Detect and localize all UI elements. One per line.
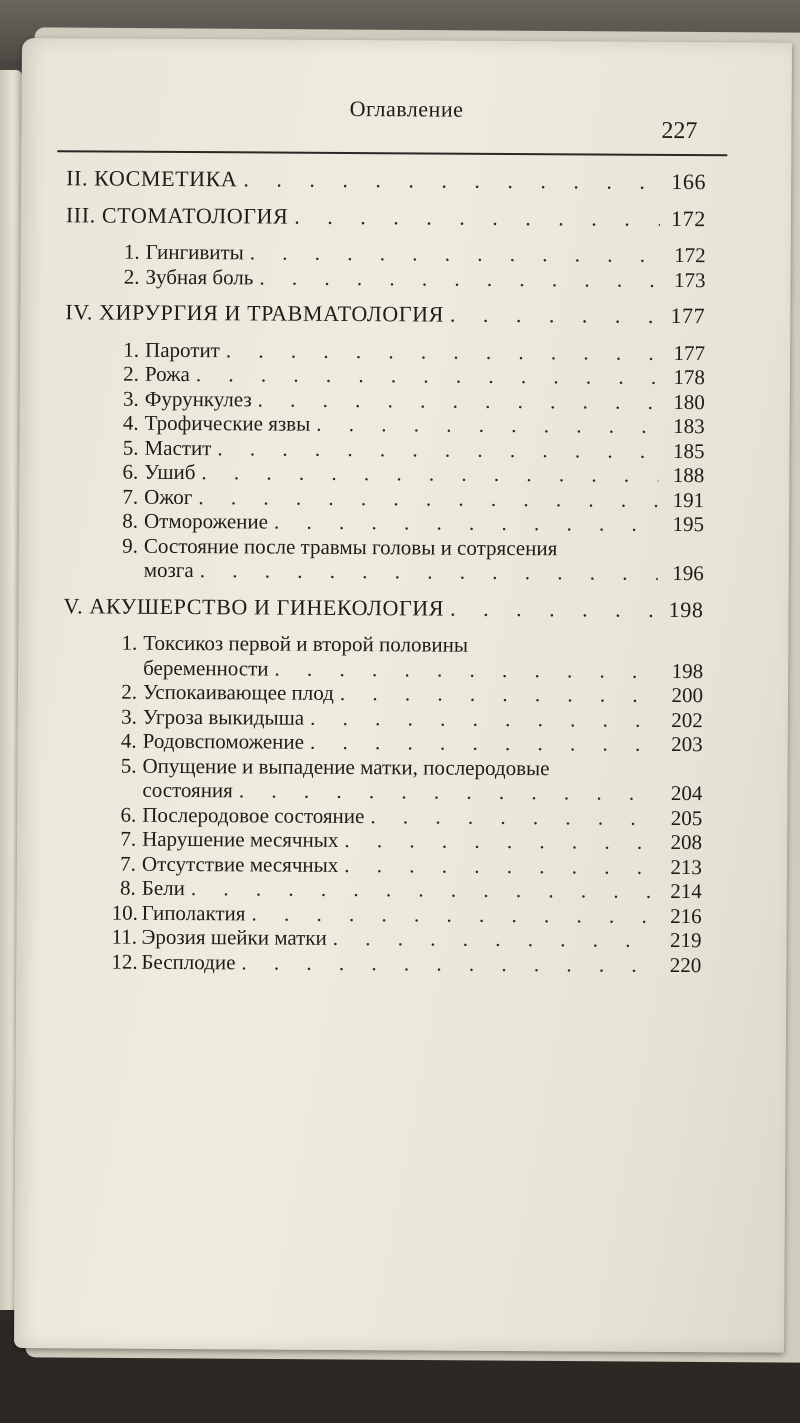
item-number: 3. [121,704,137,729]
toc-item [65,264,705,292]
item-number: 7. [120,826,137,851]
item-page: 203 [671,731,703,757]
section-title: II. КОСМЕТИКА [66,165,238,192]
leader-dots [198,485,658,512]
book-page [14,38,792,1353]
leader-dots [239,778,657,805]
item-number: 11. [111,924,138,949]
item-title: Ожог [144,484,193,509]
leader-dots [201,460,658,487]
item-number: 2. [123,264,140,289]
item-page: 205 [670,805,703,830]
section-title: IV. ХИРУРГИЯ И ТРАВМАТОЛОГИЯ [65,299,444,327]
section-title: III. СТОМАТОЛОГИЯ [65,201,289,229]
item-page: 178 [673,364,706,390]
toc-section [63,594,703,622]
item-title: Мастит [144,435,212,460]
toc-item [63,630,703,683]
item-title-continued: состояния [142,777,233,803]
leader-dots [344,852,656,878]
item-title: Эрозия шейки матки [141,924,327,950]
item-title: Зубная боль [145,264,254,289]
item-number: 5. [122,435,139,460]
section-page: 172 [671,205,706,231]
leader-dots [243,167,660,194]
item-page: 195 [672,511,705,537]
item-page: 202 [671,707,703,732]
leader-dots [370,804,656,830]
item-number: 10. [111,900,138,925]
item-number: 1. [123,337,140,362]
leader-dots [274,510,658,537]
item-page: 173 [673,267,706,292]
leader-dots [450,303,660,329]
item-page: 208 [670,829,703,855]
item-title: Бесплодие [141,949,236,974]
leader-dots [241,950,655,977]
leader-dots [333,926,656,952]
item-number: 3. [122,386,139,411]
item-page: 196 [672,560,704,586]
item-page: 220 [669,952,702,977]
item-number: 4. [122,410,139,435]
leader-dots [310,705,657,732]
running-header-title: Оглавление [349,96,464,122]
item-title-continued: беременности [143,655,269,681]
item-page: 214 [670,878,702,904]
section-page: 198 [668,596,704,622]
item-number: 7. [122,484,139,509]
item-page: 200 [671,682,704,708]
leader-dots [316,412,659,439]
leader-dots [294,204,660,231]
toc-item [62,753,702,806]
item-page: 183 [673,413,705,439]
leader-dots [226,338,659,365]
item-page: 185 [672,438,705,463]
item-title: Бели [141,875,185,901]
item-title: Гиполактия [141,900,246,925]
leader-dots [200,558,658,585]
item-title: Нарушение месячных [142,826,339,852]
item-page: 204 [670,780,703,806]
item-page: 198 [671,658,704,683]
section-page: 177 [670,302,706,329]
leader-dots [196,362,659,389]
leader-dots [217,436,658,463]
item-title: Токсикоз первой и второй половины [143,630,469,657]
item-number: 9. [122,533,138,558]
item-title: Ушиб [144,459,196,485]
item-number: 12. [111,949,138,974]
item-number: 8. [122,508,139,533]
item-number: 1. [121,630,138,655]
item-number: 2. [123,361,140,386]
item-number: 8. [119,875,136,900]
item-title: Состояние после травмы головы и сотрясения [143,533,558,560]
leader-dots [344,828,656,854]
leader-dots [259,265,659,292]
item-page: 177 [673,340,706,365]
item-page: 180 [673,389,705,414]
table-of-contents [61,166,706,977]
item-title: Родовспоможение [142,728,305,754]
toc-item [61,949,701,977]
toc-section [66,166,706,194]
item-page: 188 [672,462,705,488]
item-title: Успокаивающее плод [142,679,334,705]
item-title-continued: мозга [143,557,194,583]
toc-section [66,203,706,231]
item-title: Рожа [144,361,190,387]
page-number: 227 [661,117,698,145]
toc-item [64,533,704,586]
leader-dots [450,596,658,622]
leader-dots [274,656,657,683]
item-title: Опущение и выпадение матки, послеродовые [142,753,550,780]
section-page: 166 [671,168,707,195]
item-title: Паротит [145,337,220,362]
item-title: Отсутствие месячных [141,851,339,877]
item-page: 172 [674,242,706,268]
toc-section [65,300,705,328]
item-title: Угроза выкидыша [142,704,305,730]
item-number: 6. [120,802,137,827]
leader-dots [251,901,655,928]
item-page: 219 [669,927,702,953]
item-title: Трофические язвы [144,410,311,436]
header-rule [57,150,727,156]
item-title: Послеродовое состояние [142,802,365,828]
leader-dots [340,681,657,707]
item-number: 1. [123,239,140,264]
leader-dots [250,240,660,267]
item-number: 4. [120,728,137,753]
item-title: Отморожение [143,508,269,534]
item-number: 5. [120,753,137,778]
item-title: Гингивиты [145,239,244,265]
item-number: 7. [120,851,137,876]
item-page: 213 [670,854,703,879]
item-title: Фурункулез [144,386,252,411]
item-number: 2. [121,679,138,704]
leader-dots [258,387,659,414]
item-page: 216 [670,903,702,928]
leader-dots [191,876,656,903]
section-title: V. АКУШЕРСТВО И ГИНЕКОЛОГИЯ [63,592,445,621]
item-number: 6. [122,459,139,484]
item-page: 191 [672,487,705,512]
leader-dots [310,730,657,757]
